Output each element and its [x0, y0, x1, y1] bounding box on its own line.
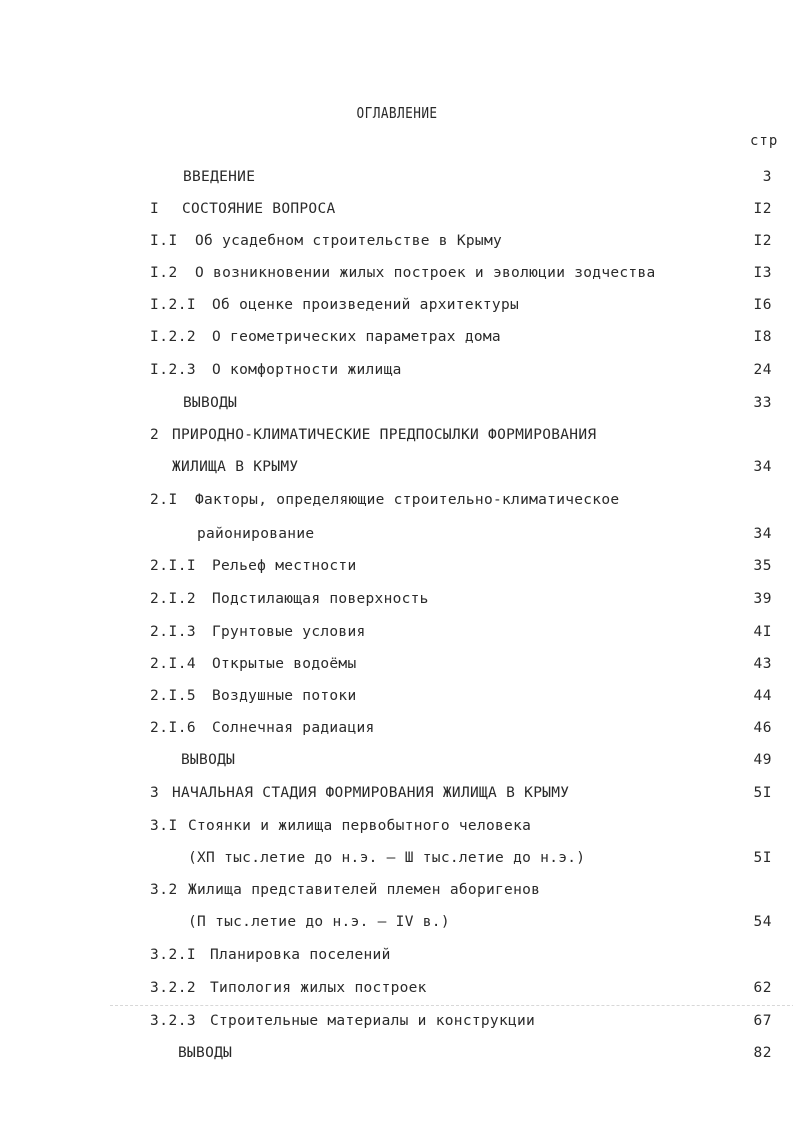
toc-entry-page: 35: [753, 558, 772, 574]
toc-entry-page: I6: [753, 297, 772, 313]
toc-entry-number: I.2.2: [150, 329, 197, 345]
toc-entry-text: (ХП тыс.летие до н.э. – Ш тыс.летие до н.э.): [188, 850, 586, 866]
toc-entry: [0, 391, 793, 415]
toc-entry-number: 2.I.I: [150, 558, 197, 574]
toc-entry-page: 62: [753, 980, 772, 996]
toc-entry-text: Строительные материалы и конструкции: [210, 1013, 536, 1029]
toc-entry-text: (П тыс.летие до н.э. – IV в.): [188, 914, 450, 930]
toc-entry-text: Об усадебном строительстве в Крыму: [195, 233, 503, 249]
toc-entry: [0, 976, 793, 1000]
toc-entry-number: I.I: [150, 233, 178, 249]
page-title: ОГЛАВЛЕНИЕ: [356, 104, 438, 122]
toc-entry-number: 2.I: [150, 492, 178, 508]
toc-entry-page: 33: [753, 395, 772, 411]
toc-entry-number: 3.2.3: [150, 1013, 197, 1029]
toc-entry-number: I.2.I: [150, 297, 197, 313]
toc-entry: [0, 781, 793, 805]
toc-entry-number: 2.I.4: [150, 656, 197, 672]
toc-entry: [0, 652, 793, 676]
toc-entry-text: Об оценке произведений архитектуры: [212, 297, 520, 313]
toc-entry: [0, 293, 793, 317]
toc-entry-page: I3: [753, 265, 772, 281]
toc-entry-page: 43: [753, 656, 772, 672]
toc-entry-text: Солнечная радиация: [212, 720, 375, 736]
toc-entry-page: 67: [753, 1013, 772, 1029]
toc-entry: [0, 197, 793, 221]
toc-entry-text: Планировка поселений: [210, 947, 391, 963]
toc-entry-number: 3.2.I: [150, 947, 197, 963]
toc-entry: [0, 165, 793, 189]
toc-entry-number: I: [150, 201, 160, 217]
toc-entry-text: Грунтовые условия: [212, 624, 366, 640]
toc-entry-number: 2.I.5: [150, 688, 197, 704]
toc-entry-page: 39: [753, 591, 772, 607]
toc-entry-number: 2.I.3: [150, 624, 197, 640]
toc-entry: [0, 423, 793, 447]
toc-entry: [0, 358, 793, 382]
toc-entry-page: 54: [753, 914, 772, 930]
toc-entry-number: 2: [150, 427, 160, 443]
toc-entry-text: ПРИРОДНО-КЛИМАТИЧЕСКИЕ ПРЕДПОСЫЛКИ ФОРМИРОВАНИЯ: [172, 427, 597, 443]
toc-entry-page: I2: [753, 233, 772, 249]
toc-entry-page: 5I: [753, 785, 772, 801]
toc-entry-number: 3.I: [150, 818, 178, 834]
toc-entry: [0, 748, 793, 772]
toc-entry-text: Типология жилых построек: [210, 980, 427, 996]
toc-entry-page: 5I: [753, 850, 772, 866]
toc-entry: [0, 620, 793, 644]
toc-entry-page: 46: [753, 720, 772, 736]
toc-entry-text: О возникновении жилых построек и эволюции зодчества: [195, 265, 656, 281]
toc-entry: [0, 229, 793, 253]
toc-entry: [0, 554, 793, 578]
toc-entry-page: 24: [753, 362, 772, 378]
toc-entry-text: районирование: [197, 526, 315, 542]
toc-entry: [0, 522, 793, 546]
toc-entry: [0, 910, 793, 934]
toc-entry-page: 82: [753, 1045, 772, 1061]
toc-entry-text: ВЫВОДЫ: [183, 395, 238, 411]
toc-entry-text: НАЧАЛЬНАЯ СТАДИЯ ФОРМИРОВАНИЯ ЖИЛИЩА В КРЫМУ: [172, 785, 570, 801]
toc-entry: [0, 261, 793, 285]
toc-entry-page: 3: [762, 169, 772, 185]
scan-artifact-line: [110, 1005, 793, 1006]
toc-entry-text: ВЫВОДЫ: [181, 752, 236, 768]
toc-entry-page: 34: [753, 526, 772, 542]
toc-entry-number: I.2: [150, 265, 178, 281]
toc-entry-text: Открытые водоёмы: [212, 656, 357, 672]
toc-entry: [0, 325, 793, 349]
toc-entry-number: 3.2.2: [150, 980, 197, 996]
toc-entry-text: Жилища представителей племен аборигенов: [188, 882, 541, 898]
toc-entry-text: Факторы, определяющие строительно-климатическое: [195, 492, 620, 508]
toc-entry-text: Рельеф местности: [212, 558, 357, 574]
toc-entry: [0, 943, 793, 967]
toc-entry-text: Стоянки и жилища первобытного человека: [188, 818, 532, 834]
toc-entry-page: 44: [753, 688, 772, 704]
toc-entry-text: Воздушные потоки: [212, 688, 357, 704]
toc-entry: [0, 878, 793, 902]
toc-entry: [0, 455, 793, 479]
toc-entry-text: О комфортности жилища: [212, 362, 402, 378]
toc-entry-text: ВЫВОДЫ: [178, 1045, 233, 1061]
toc-entry-text: СОСТОЯНИЕ ВОПРОСА: [182, 201, 336, 217]
toc-entry: [0, 1009, 793, 1033]
toc-entry-number: 2.I.6: [150, 720, 197, 736]
toc-entry-page: 49: [753, 752, 772, 768]
toc-entry-number: I.2.3: [150, 362, 197, 378]
toc-entry-page: I2: [753, 201, 772, 217]
page-column-label: стр: [750, 133, 779, 149]
toc-entry: [0, 846, 793, 870]
toc-entry-text: ЖИЛИЩА В КРЫМУ: [172, 459, 299, 475]
toc-entry-page: 4I: [753, 624, 772, 640]
toc-entry: [0, 587, 793, 611]
toc-entry-text: О геометрических параметрах дома: [212, 329, 501, 345]
toc-entry: [0, 684, 793, 708]
toc-entry-number: 3.2: [150, 882, 178, 898]
toc-entry-page: 34: [753, 459, 772, 475]
toc-entry-page: I8: [753, 329, 772, 345]
toc-entry-text: Подстилающая поверхность: [212, 591, 429, 607]
toc-entry: [0, 488, 793, 512]
toc-entry: [0, 716, 793, 740]
toc-entry-number: 2.I.2: [150, 591, 197, 607]
toc-entry: [0, 814, 793, 838]
toc-entry-number: 3: [150, 785, 160, 801]
toc-entry-text: ВВЕДЕНИЕ: [183, 169, 256, 185]
toc-entry: [0, 1041, 793, 1065]
